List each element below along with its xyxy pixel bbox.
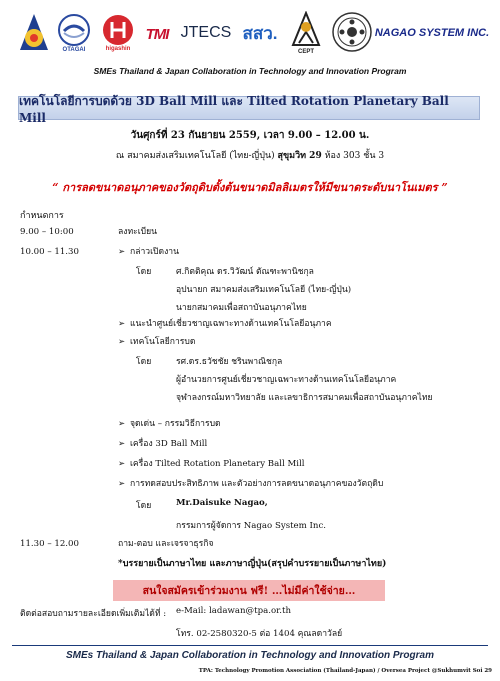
intro-center-label: แนะนำศูนย์เชี่ยวชาญเฉพาะทางด้านเทคโนโลยีอนุภาค	[130, 319, 332, 329]
tmi-logo	[140, 14, 174, 54]
language-note: *บรรยายเป็นภาษาไทย และภาษาญี่ปุ่น(สรุปคำบรรยายเป็นภาษาไทย)	[118, 559, 387, 569]
otagai-text: OTAGAI	[62, 47, 86, 53]
cept-text: CEPT	[297, 49, 314, 55]
results-label: การทดสอบประสิทธิภาพ และตัวอย่างการลดขนาดอนุภาคของวัตถุดิบ	[130, 479, 384, 489]
sorsor-text: สสว.	[242, 23, 278, 43]
bullet-arrow-icon: ➢	[118, 319, 126, 329]
agenda-item-intro-center	[118, 318, 332, 330]
tech-by: โดย	[136, 357, 152, 367]
footer-program: SMEs Thailand & Japan Collaboration in Technology and Innovation Program	[66, 650, 434, 661]
results-speaker: Mr.Daisuke Nagao,	[176, 498, 268, 508]
agenda-time-2: 10.00 – 11.30	[20, 247, 79, 257]
agenda-time-3: 11.30 – 12.00	[20, 539, 79, 549]
opening-label: กล่าวเปิดงาน	[130, 247, 179, 257]
bullet-arrow-icon: ➢	[118, 459, 126, 469]
tech-role-2: จุฬาลงกรณ์มหาวิทยาลัย และเลขาธิการสมาคมเพื่อสถาบันอนุภาคไทย	[176, 393, 433, 403]
contact-phone: โทร. 02-2580320-5 ต่อ 1404 คุณลดาวัลย์	[176, 629, 343, 639]
tech-speaker: รศ.ดร.ธวัชชัย ชรินพาณิชกุล	[176, 357, 283, 367]
tmi-text: TMI	[145, 25, 169, 43]
footer-organizer: TPA: Technology Promotion Association (Thailand-Japan) / Oversea Project @Sukhumvit Soi 29	[198, 668, 492, 674]
register-banner: สนใจสมัครเข้าร่วมงาน ฟรี! …ไม่มีค่าใช้จ่าย…	[113, 580, 385, 601]
bullet-arrow-icon: ➢	[118, 479, 126, 489]
jtecs-logo	[178, 18, 234, 48]
logo-row	[18, 8, 488, 58]
bullet-arrow-icon: ➢	[118, 337, 126, 347]
results-by: โดย	[136, 501, 152, 511]
agenda-item-highlight	[118, 418, 221, 430]
highlight-label: จุดเด่น – กรรมวิธีการบด	[130, 419, 221, 429]
venue-prefix: ณ สมาคมส่งเสริมเทคโนโลยี (ไทย-ญี่ปุ่น)	[115, 151, 275, 161]
opening-role-2: นายกสมาคมเพื่อสถาบันอนุภาคไทย	[176, 303, 307, 313]
footer-divider	[12, 645, 488, 646]
machine-1-label: เครื่อง 3D Ball Mill	[130, 439, 208, 449]
contact-email[interactable]: e-Mail: ladawan@tpa.or.th	[176, 606, 292, 616]
agenda-time-1: 9.00 – 10:00	[20, 227, 74, 237]
program-subtitle: SMEs Thailand & Japan Collaboration in Technology and Innovation Program	[93, 66, 407, 76]
nagao-system-logo	[374, 20, 490, 46]
agenda-item-machine-1	[118, 438, 207, 450]
tech-role-1: ผู้อำนวยการศูนย์เชี่ยวชาญเฉพาะทางด้านเทคโนโลยีอนุภาค	[176, 375, 397, 385]
agenda-item-opening	[118, 246, 179, 258]
machine-2-label: เครื่อง Tilted Rotation Planetary Ball Mill	[130, 459, 305, 469]
org-emblem-logo	[18, 12, 50, 54]
venue-suffix: ห้อง 303 ชั้น 3	[324, 151, 385, 161]
bullet-arrow-icon: ➢	[118, 439, 126, 449]
opening-speaker: ศ.กิตติคุณ ดร.วิวัฒน์ ตัณฑะพานิชกุล	[176, 267, 314, 277]
agenda-item-results	[118, 478, 383, 490]
venue-bold: สุขุมวิท 29	[277, 151, 322, 161]
agenda-item-machine-2	[118, 458, 305, 470]
seminar-quote: “ การลดขนาดอนุภาคของวัตถุดิบตั้งต้นขนาดมิลลิเมตรให้มีขนาดระดับนาโนเมตร ”	[52, 181, 448, 194]
event-date: วันศุกร์ที่ 23 กันยายน 2559, เวลา 9.00 – 12.00 น.	[130, 130, 370, 141]
results-role: กรรมการผู้จัดการ Nagao System Inc.	[176, 521, 326, 531]
higashin-text: higashin	[105, 46, 131, 52]
agenda-qa: ถาม-ตอบ และเจรจาธุรกิจ	[118, 539, 214, 549]
event-venue	[0, 148, 500, 162]
agenda-item-milling-tech	[118, 336, 195, 348]
sorsor-logo	[236, 16, 284, 50]
cept-logo	[286, 8, 326, 58]
higashin-logo	[98, 10, 138, 56]
agenda-heading: กำหนดการ	[20, 211, 64, 221]
nagao-text: NAGAO SYSTEM INC.	[374, 27, 490, 39]
contact-label: ติดต่อสอบถามรายละเอียดเพิ่มเติมได้ที่ :	[20, 609, 167, 619]
seminar-title: เทคโนโลยีการบดด้วย 3D Ball Mill และ Tilted Rotation Planetary Ball Mill	[18, 96, 480, 120]
milling-tech-label: เทคโนโลยีการบด	[130, 337, 196, 347]
otagai-logo	[54, 8, 94, 58]
opening-by: โดย	[136, 267, 152, 277]
bullet-arrow-icon: ➢	[118, 247, 126, 257]
bullet-arrow-icon: ➢	[118, 419, 126, 429]
agenda-registration: ลงทะเบียน	[118, 227, 158, 237]
association-seal-logo	[330, 8, 374, 58]
jtecs-text: JTECS	[180, 24, 232, 41]
opening-role-1: อุปนายก สมาคมส่งเสริมเทคโนโลยี (ไทย-ญี่ปุ่น)	[176, 285, 352, 295]
